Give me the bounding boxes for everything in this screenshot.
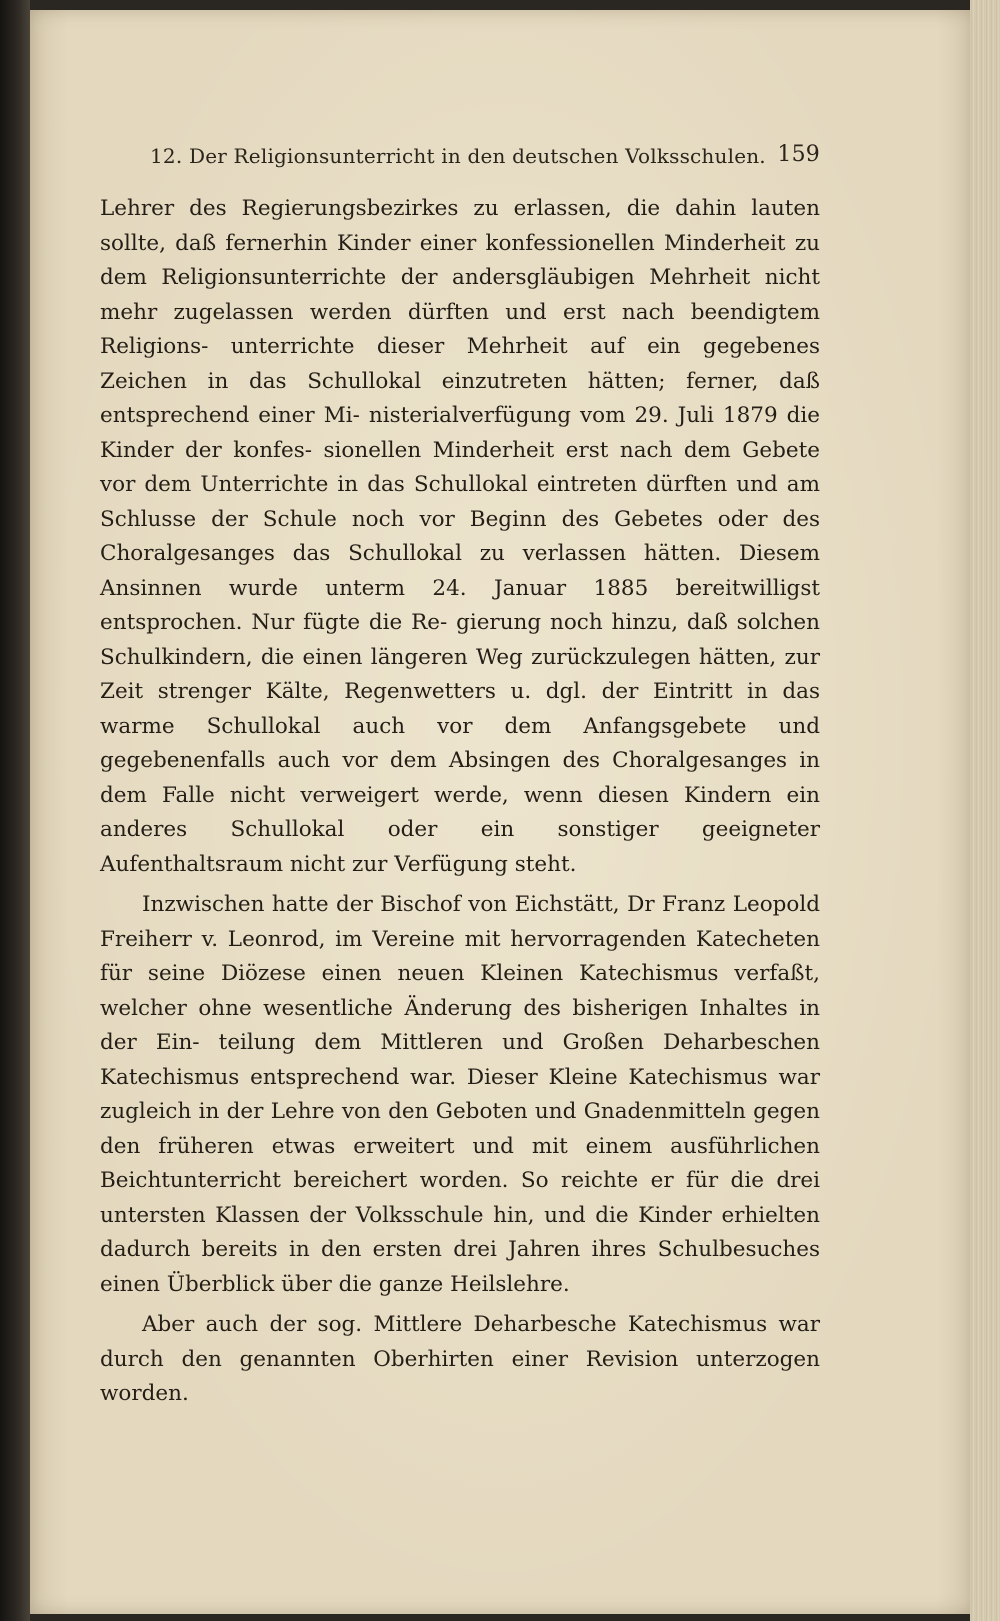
paragraph: Lehrer des Regierungsbezirkes zu erlassen, die dahin lauten sollte, daß fernerhin Kinder einer konfessionellen Minderheit zu dem Religionsunterrichte der andersgläubigen Mehrheit nicht mehr zugelassen werden dürften und erst nach beendigtem Religions- unterrichte dieser Mehrheit auf ein gegebenes Zeichen in das Schullokal einzutreten hätten; ferner, daß entsprechend einer Mi- nisterialverfügung vom 29. Juli 1879 die Kinder der konfes- sionellen Minderheit erst nach dem Gebete vor dem Unterrichte in das Schullokal eintreten dürften und am Schlusse der Schule noch vor Beginn des Gebetes oder des Choralgesanges das Schullokal zu verlassen hätten. Diesem Ansinnen wurde unterm 24. Januar 1885 bereitwilligst entsprochen. Nur fügte die Re- gierung noch hinzu, daß solchen Schulkindern, die einen längeren Weg zurückzulegen hätten, zur Zeit strenger Kälte, Regenwetters u. dgl. der Eintritt in das warme Schullokal auch vor dem Anfangsgebete und gegebenenfalls auch vor dem Absingen des Choralgesanges in dem Falle nicht verweigert werde, wenn diesen Kindern ein anderes Schullokal oder ein sonstiger geeigneter Aufenthaltsraum nicht zur Verfügung steht.	[100, 196, 820, 877]
running-title: 12. Der Religionsunterricht in den deutschen Volksschulen.	[150, 144, 766, 168]
page-edges	[970, 0, 1000, 1621]
paragraph: Aber auch der sog. Mittlere Deharbesche Katechismus war durch den genannten Oberhirten einer Revision unterzogen worden.	[100, 1312, 820, 1406]
paragraph: Inzwischen hatte der Bischof von Eichstätt, Dr Franz Leopold Freiherr v. Leonrod, im Vereine mit hervorragenden Katecheten für seine Diözese einen neuen Kleinen Katechismus verfaßt, welcher ohne wesentliche Änderung des bisherigen Inhaltes in der Ein- teilung dem Mittleren und Großen Deharbeschen Katechismus entsprechend war. Dieser Kleine Katechismus war zugleich in der Lehre von den Geboten und Gnadenmitteln gegen den früheren etwas erweitert und mit einem ausführlichen Beichtunterricht bereichert worden. So reichte er für die drei untersten Klassen der Volksschule hin, und die Kinder erhielten dadurch bereits in den ersten drei Jahren ihres Schulbesuches einen Überblick über die ganze Heilslehre.	[100, 892, 820, 1297]
book-spine	[0, 0, 30, 1621]
page-header	[150, 140, 820, 174]
page-number: 159	[777, 142, 820, 167]
body-text	[100, 192, 820, 1412]
